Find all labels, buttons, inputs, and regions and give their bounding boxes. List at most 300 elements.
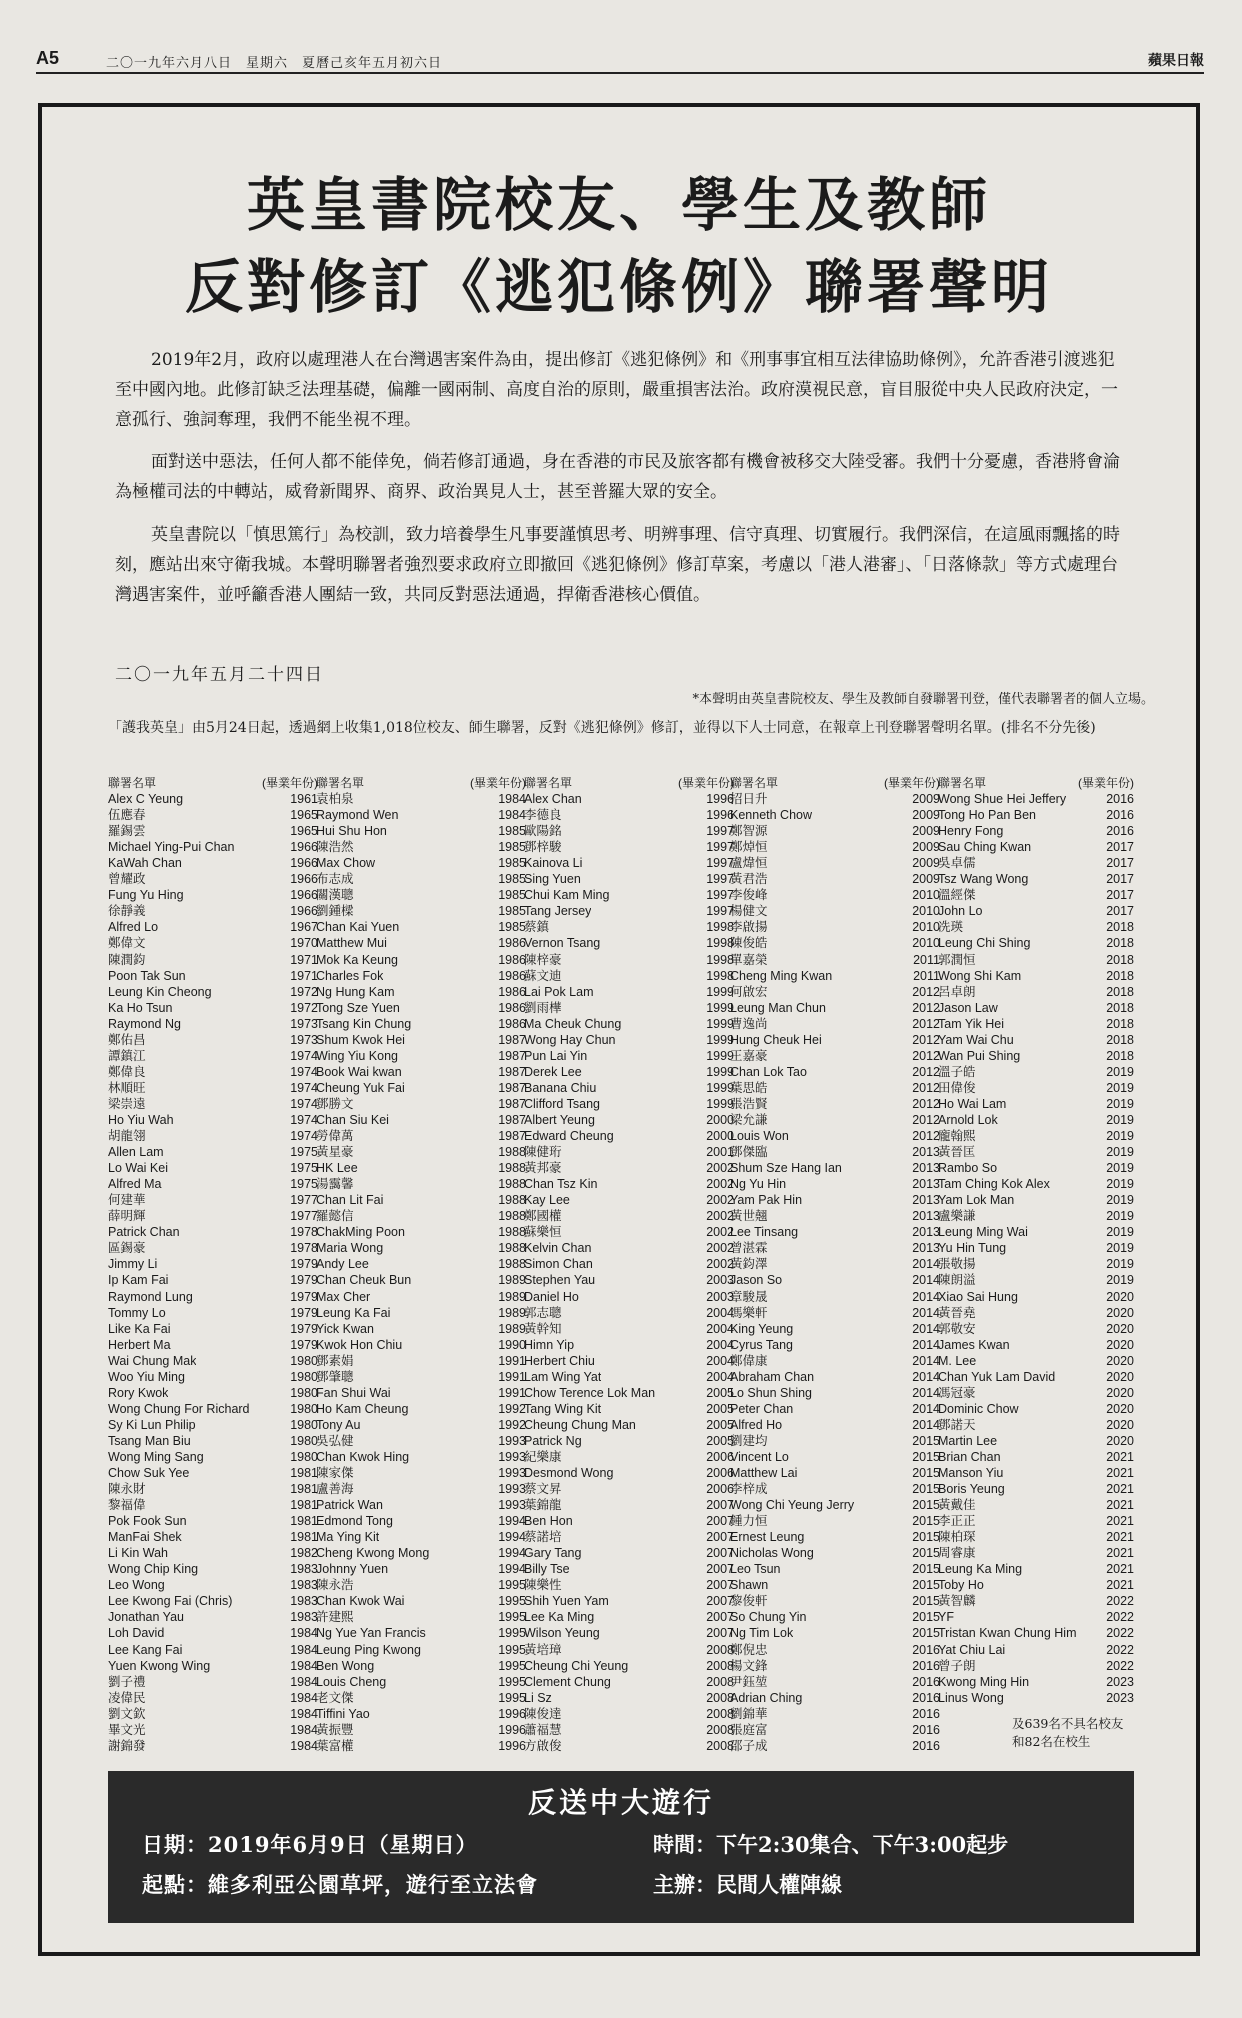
graduation-year: 2007 bbox=[706, 1514, 734, 1529]
graduation-year: 1986 bbox=[498, 952, 526, 967]
signatory-name: Boris Yeung bbox=[938, 1482, 1005, 1497]
signatory-name: 黃邦豪 bbox=[524, 1161, 562, 1176]
disclaimer-note: *本聲明由英皇書院校友、學生及教師自發聯署刊登，僅代表聯署者的個人立場。 bbox=[692, 692, 1154, 707]
graduation-year: 2003 bbox=[706, 1273, 734, 1288]
signatory-name: Abraham Chan bbox=[730, 1369, 815, 1384]
signatory-name: 陳浩然 bbox=[316, 840, 354, 855]
graduation-year: 1975 bbox=[290, 1177, 318, 1192]
graduation-year: 1998 bbox=[706, 936, 734, 951]
graduation-year: 1979 bbox=[290, 1289, 318, 1304]
signatory-name: Tommy Lo bbox=[108, 1305, 166, 1320]
signatory-name: Shum Sze Hang Ian bbox=[730, 1161, 842, 1176]
graduation-year: 1977 bbox=[290, 1193, 318, 1208]
signatory-row bbox=[108, 1545, 318, 1561]
signatory-name: Yick Kwan bbox=[316, 1321, 374, 1336]
signatory-row bbox=[730, 1593, 940, 1609]
signatory-row bbox=[524, 1144, 734, 1160]
graduation-year: 1974 bbox=[290, 1048, 318, 1063]
graduation-year: 2008 bbox=[706, 1722, 734, 1737]
graduation-year: 2010 bbox=[912, 936, 940, 951]
signatory-row bbox=[730, 1048, 940, 1064]
signatory-name: Daniel Ho bbox=[524, 1289, 579, 1304]
graduation-year: 1993 bbox=[498, 1498, 526, 1513]
graduation-year: 1966 bbox=[290, 872, 318, 887]
signatory-row bbox=[730, 823, 940, 839]
signatory-row bbox=[316, 1401, 526, 1417]
graduation-year: 1993 bbox=[498, 1482, 526, 1497]
graduation-year: 1978 bbox=[290, 1241, 318, 1256]
signatory-name: Alfred Ma bbox=[108, 1177, 162, 1192]
signatory-name: 葉富權 bbox=[316, 1738, 354, 1753]
signatory-row bbox=[524, 1289, 734, 1305]
graduation-year: 2012 bbox=[912, 1000, 940, 1015]
signatory-name: 楊文鋒 bbox=[730, 1658, 768, 1673]
signatory-name: Tong Sze Yuen bbox=[316, 1000, 400, 1015]
signatory-name: Wong Shue Hei Jeffery bbox=[938, 792, 1067, 807]
signatory-row bbox=[730, 1577, 940, 1593]
signatory-row bbox=[524, 1738, 734, 1754]
signatory-name: Gary Tang bbox=[524, 1546, 582, 1561]
graduation-year: 1999 bbox=[706, 1032, 734, 1047]
signatory-row bbox=[730, 1305, 940, 1321]
signatory-row bbox=[938, 1240, 1134, 1256]
signatory-row bbox=[316, 1561, 526, 1577]
signatory-name: KaWah Chan bbox=[108, 856, 182, 871]
graduation-year: 2014 bbox=[912, 1257, 940, 1272]
signatory-name: Loh David bbox=[108, 1626, 165, 1641]
signatory-row bbox=[108, 887, 318, 903]
banner-title: 反送中大遊行 bbox=[527, 1786, 714, 1819]
signatory-row bbox=[316, 791, 526, 807]
signatory-row bbox=[108, 1465, 318, 1481]
graduation-year: 2018 bbox=[1106, 1048, 1134, 1063]
signatory-name: Patrick Wan bbox=[316, 1498, 383, 1513]
date-line: 二〇一九年六月八日 星期六 夏曆己亥年五月初六日 bbox=[106, 56, 443, 71]
signatory-name: 胡龍翎 bbox=[108, 1129, 146, 1144]
signatory-name: Lo Wai Kei bbox=[108, 1161, 168, 1176]
graduation-year: 1972 bbox=[290, 1000, 318, 1015]
signatory-name: Ng Tim Lok bbox=[730, 1626, 794, 1641]
signatory-row bbox=[524, 823, 734, 839]
signatory-name: Wai Chung Mak bbox=[108, 1353, 197, 1368]
graduation-year: 2022 bbox=[1106, 1610, 1134, 1625]
signatory-name: Shum Kwok Hei bbox=[316, 1032, 405, 1047]
graduation-year: 1995 bbox=[498, 1610, 526, 1625]
graduation-year: 2013 bbox=[912, 1225, 940, 1240]
signatory-row bbox=[938, 1353, 1134, 1369]
extra-line-2: 和82名在校生 bbox=[1012, 1734, 1091, 1749]
signatory-row bbox=[316, 1000, 526, 1016]
signatory-name: Li Sz bbox=[524, 1690, 552, 1705]
signatory-name: Leung Kin Cheong bbox=[108, 984, 212, 999]
graduation-year: 1984 bbox=[290, 1722, 318, 1737]
graduation-year: 2014 bbox=[912, 1273, 940, 1288]
signatory-name: Chan Lit Fai bbox=[316, 1193, 384, 1208]
newspaper-header bbox=[36, 48, 1204, 72]
graduation-year: 1980 bbox=[290, 1369, 318, 1384]
signatory-row bbox=[316, 1337, 526, 1353]
graduation-year: 1985 bbox=[498, 888, 526, 903]
graduation-year: 2012 bbox=[912, 1112, 940, 1127]
graduation-year: 1971 bbox=[290, 952, 318, 967]
graduation-year: 1984 bbox=[290, 1738, 318, 1753]
graduation-year: 2019 bbox=[1106, 1112, 1134, 1127]
signatory-row bbox=[938, 1208, 1134, 1224]
signatory-name: 伍應春 bbox=[108, 808, 146, 823]
signatory-row bbox=[938, 1658, 1134, 1674]
graduation-year: 2018 bbox=[1106, 936, 1134, 951]
signatory-name: 凌偉民 bbox=[108, 1690, 146, 1705]
graduation-year: 2021 bbox=[1106, 1466, 1134, 1481]
signatory-row bbox=[316, 1674, 526, 1690]
graduation-year: 2016 bbox=[1106, 824, 1134, 839]
graduation-year: 2014 bbox=[912, 1385, 940, 1400]
signatory-name: 曹逸尚 bbox=[730, 1016, 768, 1031]
graduation-year: 2015 bbox=[912, 1530, 940, 1545]
signatory-name: 尹鈺堃 bbox=[730, 1674, 768, 1689]
signatory-name: Chow Terence Lok Man bbox=[524, 1385, 656, 1400]
graduation-year: 2009 bbox=[912, 856, 940, 871]
signatory-row bbox=[938, 1160, 1134, 1176]
signatory-name: Leo Tsun bbox=[730, 1562, 781, 1577]
signatory-row bbox=[938, 1561, 1134, 1577]
graduation-year: 1999 bbox=[706, 1096, 734, 1111]
signatory-row bbox=[730, 1224, 940, 1240]
signatory-row bbox=[730, 1401, 940, 1417]
signatory-row bbox=[108, 1690, 318, 1706]
graduation-year: 1965 bbox=[290, 824, 318, 839]
graduation-year: 1975 bbox=[290, 1145, 318, 1160]
graduation-year: 1984 bbox=[290, 1674, 318, 1689]
signatory-name: Ma Cheuk Chung bbox=[524, 1016, 622, 1031]
signatory-name: 黃鈞澤 bbox=[730, 1257, 768, 1272]
signatory-row bbox=[938, 887, 1134, 903]
graduation-year: 2013 bbox=[912, 1161, 940, 1176]
graduation-year: 2022 bbox=[1106, 1626, 1134, 1641]
graduation-year: 1994 bbox=[498, 1562, 526, 1577]
signatory-row bbox=[524, 1433, 734, 1449]
graduation-year: 2008 bbox=[706, 1690, 734, 1705]
signatory-row bbox=[730, 1433, 940, 1449]
graduation-year: 2022 bbox=[1106, 1594, 1134, 1609]
signatory-name: Cheung Yuk Fai bbox=[316, 1080, 405, 1095]
signatory-row bbox=[316, 1449, 526, 1465]
signatory-name: 單嘉榮 bbox=[730, 952, 768, 967]
signatory-name: Vernon Tsang bbox=[524, 936, 601, 951]
signatory-row bbox=[108, 1529, 318, 1545]
graduation-year: 1997 bbox=[706, 856, 734, 871]
signatory-row bbox=[938, 1513, 1134, 1529]
list-header-year: (畢業年份) bbox=[1078, 776, 1134, 790]
signatory-row bbox=[524, 984, 734, 1000]
signatory-name: Ng Yu Hin bbox=[730, 1177, 787, 1192]
graduation-year: 2021 bbox=[1106, 1530, 1134, 1545]
signatory-name: Ip Kam Fai bbox=[108, 1273, 169, 1288]
graduation-year: 1978 bbox=[290, 1225, 318, 1240]
signatory-row bbox=[316, 1128, 526, 1144]
signatory-name: Andy Lee bbox=[316, 1257, 369, 1272]
signatory-name: Yuen Kwong Wing bbox=[108, 1658, 211, 1673]
graduation-year: 2000 bbox=[706, 1129, 734, 1144]
signatory-row bbox=[938, 984, 1134, 1000]
graduation-year: 2013 bbox=[912, 1145, 940, 1160]
list-header-name: 聯署名單 bbox=[938, 776, 987, 790]
signatory-name: 黎福偉 bbox=[108, 1498, 146, 1513]
signatory-name: 陳俊皓 bbox=[730, 936, 768, 951]
signatory-row bbox=[316, 1593, 526, 1609]
signatory-row bbox=[524, 887, 734, 903]
signatory-row bbox=[108, 952, 318, 968]
signatory-name: 陳潤鈞 bbox=[108, 952, 146, 967]
graduation-year: 1982 bbox=[290, 1546, 318, 1561]
signatory-row bbox=[730, 1112, 940, 1128]
signatory-name: Tong Ho Pan Ben bbox=[938, 808, 1036, 823]
list-header bbox=[938, 775, 1134, 791]
signatory-name: Alex Chan bbox=[524, 792, 582, 807]
signatory-name: Tony Au bbox=[316, 1417, 361, 1432]
signatory-row bbox=[730, 1080, 940, 1096]
signatory-row bbox=[524, 1497, 734, 1513]
signatory-name: Lai Pok Lam bbox=[524, 984, 594, 999]
graduation-year: 1987 bbox=[498, 1032, 526, 1047]
signatory-row bbox=[524, 791, 734, 807]
graduation-year: 1980 bbox=[290, 1385, 318, 1400]
signatory-name: Mok Ka Keung bbox=[316, 952, 398, 967]
signatory-name: Lee Kang Fai bbox=[108, 1642, 183, 1657]
graduation-year: 2019 bbox=[1106, 1064, 1134, 1079]
signatory-name: 羅錫雲 bbox=[108, 824, 146, 839]
signatory-row bbox=[524, 1064, 734, 1080]
signatory-name: Herbert Ma bbox=[108, 1337, 171, 1352]
graduation-year: 1992 bbox=[498, 1417, 526, 1432]
signatory-name: Adrian Ching bbox=[730, 1690, 803, 1705]
signatory-row bbox=[316, 1096, 526, 1112]
signatory-name: Leung Ka Fai bbox=[316, 1305, 391, 1320]
graduation-year: 1995 bbox=[498, 1690, 526, 1705]
list-header-year: (畢業年份) bbox=[470, 776, 526, 790]
signatory-name: Leung Ping Kwong bbox=[316, 1642, 421, 1657]
graduation-year: 1991 bbox=[498, 1353, 526, 1368]
graduation-year: 1980 bbox=[290, 1401, 318, 1416]
graduation-year: 2012 bbox=[912, 984, 940, 999]
signatory-row bbox=[108, 1738, 318, 1754]
signatory-row bbox=[524, 1593, 734, 1609]
signatory-name: 蘇文迪 bbox=[524, 968, 562, 983]
graduation-year: 2017 bbox=[1106, 840, 1134, 855]
signatory-row bbox=[938, 1385, 1134, 1401]
graduation-year: 2012 bbox=[912, 1096, 940, 1111]
signatory-name: 何建華 bbox=[108, 1193, 146, 1208]
signatory-row bbox=[730, 1706, 940, 1722]
graduation-year: 1986 bbox=[498, 1016, 526, 1031]
signatory-name: Chan Siu Kei bbox=[316, 1112, 389, 1127]
signatory-name: Matthew Lai bbox=[730, 1466, 798, 1481]
graduation-year: 1996 bbox=[706, 792, 734, 807]
signatory-row bbox=[108, 1000, 318, 1016]
signatory-name: Alfred Lo bbox=[108, 920, 159, 935]
signatory-row bbox=[938, 1674, 1134, 1690]
signatory-row bbox=[108, 1032, 318, 1048]
signatory-name: So Chung Yin bbox=[730, 1610, 807, 1625]
signatory-name: 方啟俊 bbox=[524, 1738, 562, 1753]
graduation-year: 1999 bbox=[706, 1048, 734, 1063]
signatory-name: Billy Tse bbox=[524, 1562, 570, 1577]
signatory-row bbox=[730, 1176, 940, 1192]
signatory-row bbox=[730, 1272, 940, 1288]
signatory-row bbox=[108, 1497, 318, 1513]
signatory-name: Lee Tinsang bbox=[730, 1225, 799, 1240]
graduation-year: 1975 bbox=[290, 1161, 318, 1176]
graduation-year: 1998 bbox=[706, 920, 734, 935]
signatory-row bbox=[938, 1305, 1134, 1321]
graduation-year: 2013 bbox=[912, 1241, 940, 1256]
signatory-name: 鄧勝文 bbox=[316, 1096, 354, 1111]
signatory-name: 李俊峰 bbox=[730, 888, 768, 903]
signatory-name: 蔡諾培 bbox=[524, 1530, 562, 1545]
signatory-name: Wong Hay Chun bbox=[524, 1032, 616, 1047]
signatory-row bbox=[938, 855, 1134, 871]
graduation-year: 2019 bbox=[1106, 1193, 1134, 1208]
signatory-name: 鄧諾天 bbox=[938, 1417, 976, 1432]
graduation-year: 1979 bbox=[290, 1337, 318, 1352]
graduation-year: 1986 bbox=[498, 936, 526, 951]
signatory-row bbox=[524, 1353, 734, 1369]
graduation-year: 1974 bbox=[290, 1129, 318, 1144]
signatory-row bbox=[524, 1112, 734, 1128]
signatory-row bbox=[524, 1080, 734, 1096]
signatory-name: Cyrus Tang bbox=[730, 1337, 793, 1352]
signatory-row bbox=[730, 839, 940, 855]
signatory-row bbox=[316, 1385, 526, 1401]
signatory-row bbox=[938, 871, 1134, 887]
signatory-row bbox=[938, 791, 1134, 807]
signatory-name: Banana Chiu bbox=[524, 1080, 597, 1095]
signatory-name: Kelvin Chan bbox=[524, 1241, 592, 1256]
graduation-year: 1985 bbox=[498, 840, 526, 855]
signatory-name: Chan Cheuk Bun bbox=[316, 1273, 412, 1288]
signatory-row bbox=[316, 1417, 526, 1433]
signature-column-2 bbox=[316, 775, 526, 1754]
signatory-name: 郭敬安 bbox=[938, 1321, 976, 1336]
graduation-year: 2021 bbox=[1106, 1498, 1134, 1513]
signatory-row bbox=[108, 1144, 318, 1160]
signatory-row bbox=[730, 1674, 940, 1690]
signatory-row bbox=[316, 1529, 526, 1545]
signature-column-4 bbox=[730, 775, 940, 1754]
signatory-row bbox=[730, 1144, 940, 1160]
signatory-row bbox=[938, 1690, 1134, 1706]
graduation-year: 2015 bbox=[912, 1578, 940, 1593]
graduation-year: 1966 bbox=[290, 856, 318, 871]
signatory-row bbox=[730, 968, 940, 984]
signatory-row bbox=[108, 1128, 318, 1144]
list-header-name: 聯署名單 bbox=[524, 776, 573, 790]
signatory-name: 區錫豪 bbox=[108, 1241, 146, 1256]
graduation-year: 2006 bbox=[706, 1482, 734, 1497]
signatory-row bbox=[108, 1561, 318, 1577]
signatory-row bbox=[730, 1016, 940, 1032]
signatory-row bbox=[108, 1321, 318, 1337]
signatory-name: Raymond Ng bbox=[108, 1016, 181, 1031]
signatory-name: Wan Pui Shing bbox=[938, 1048, 1021, 1063]
signatory-name: Alfred Ho bbox=[730, 1417, 783, 1432]
signatory-row bbox=[524, 1305, 734, 1321]
graduation-year: 2019 bbox=[1106, 1273, 1134, 1288]
signatory-row bbox=[524, 1722, 734, 1738]
paper-name: 蘋果日報 bbox=[1148, 53, 1204, 69]
signatory-row bbox=[108, 1433, 318, 1449]
signatory-row bbox=[524, 1176, 734, 1192]
graduation-year: 2010 bbox=[912, 904, 940, 919]
graduation-year: 2020 bbox=[1106, 1401, 1134, 1416]
graduation-year: 2017 bbox=[1106, 888, 1134, 903]
signatory-name: Maria Wong bbox=[316, 1241, 384, 1256]
signatory-name: Leung Ming Wai bbox=[938, 1225, 1028, 1240]
signatory-row bbox=[524, 1529, 734, 1545]
signatory-name: 劉鍾樑 bbox=[316, 904, 354, 919]
signatory-row bbox=[730, 1417, 940, 1433]
signatory-name: 溫子皓 bbox=[938, 1064, 976, 1079]
signatory-row bbox=[524, 935, 734, 951]
signatory-name: Chui Kam Ming bbox=[524, 888, 610, 903]
signatory-name: 何啟宏 bbox=[730, 984, 768, 999]
signatory-name: Shawn bbox=[730, 1578, 769, 1593]
graduation-year: 2009 bbox=[912, 792, 940, 807]
signatory-name: Louis Won bbox=[730, 1129, 789, 1144]
signatory-row bbox=[316, 1080, 526, 1096]
graduation-year: 1989 bbox=[498, 1289, 526, 1304]
graduation-year: 1985 bbox=[498, 872, 526, 887]
signatory-row bbox=[730, 1337, 940, 1353]
graduation-year: 2020 bbox=[1106, 1289, 1134, 1304]
signatory-row bbox=[730, 1465, 940, 1481]
graduation-year: 1988 bbox=[498, 1145, 526, 1160]
signatory-name: 李啟揚 bbox=[730, 920, 768, 935]
signatory-row bbox=[938, 1289, 1134, 1305]
graduation-year: 2020 bbox=[1106, 1369, 1134, 1384]
signatory-name: Wilson Yeung bbox=[524, 1626, 600, 1641]
graduation-year: 1993 bbox=[498, 1433, 526, 1448]
signatory-row bbox=[108, 1449, 318, 1465]
graduation-year: 1980 bbox=[290, 1353, 318, 1368]
signatory-name: Chan Yuk Lam David bbox=[938, 1369, 1056, 1384]
graduation-year: 2021 bbox=[1106, 1546, 1134, 1561]
graduation-year: 2020 bbox=[1106, 1305, 1134, 1320]
signatory-row bbox=[730, 1369, 940, 1385]
list-header bbox=[316, 775, 526, 791]
graduation-year: 1999 bbox=[706, 1080, 734, 1095]
graduation-year: 2017 bbox=[1106, 904, 1134, 919]
signatory-name: Cheng Kwong Mong bbox=[316, 1546, 430, 1561]
signatory-name: Max Cher bbox=[316, 1289, 371, 1304]
signatory-name: Jonathan Yau bbox=[108, 1610, 184, 1625]
graduation-year: 1988 bbox=[498, 1193, 526, 1208]
signatory-row bbox=[730, 1513, 940, 1529]
signatory-row bbox=[938, 1176, 1134, 1192]
signatory-name: Himn Yip bbox=[524, 1337, 575, 1352]
signatory-name: 湯靄馨 bbox=[316, 1177, 354, 1192]
signatory-name: Wong Chi Yeung Jerry bbox=[730, 1498, 855, 1513]
graduation-year: 1997 bbox=[706, 904, 734, 919]
graduation-year: 1983 bbox=[290, 1562, 318, 1577]
graduation-year: 1986 bbox=[498, 984, 526, 999]
graduation-year: 2005 bbox=[706, 1385, 734, 1400]
graduation-year: 2016 bbox=[912, 1722, 940, 1737]
signatory-name: Yam Lok Man bbox=[938, 1193, 1015, 1208]
graduation-year: 2015 bbox=[912, 1449, 940, 1464]
signatory-name: 譚鎮江 bbox=[108, 1048, 146, 1063]
graduation-year: 2020 bbox=[1106, 1337, 1134, 1352]
